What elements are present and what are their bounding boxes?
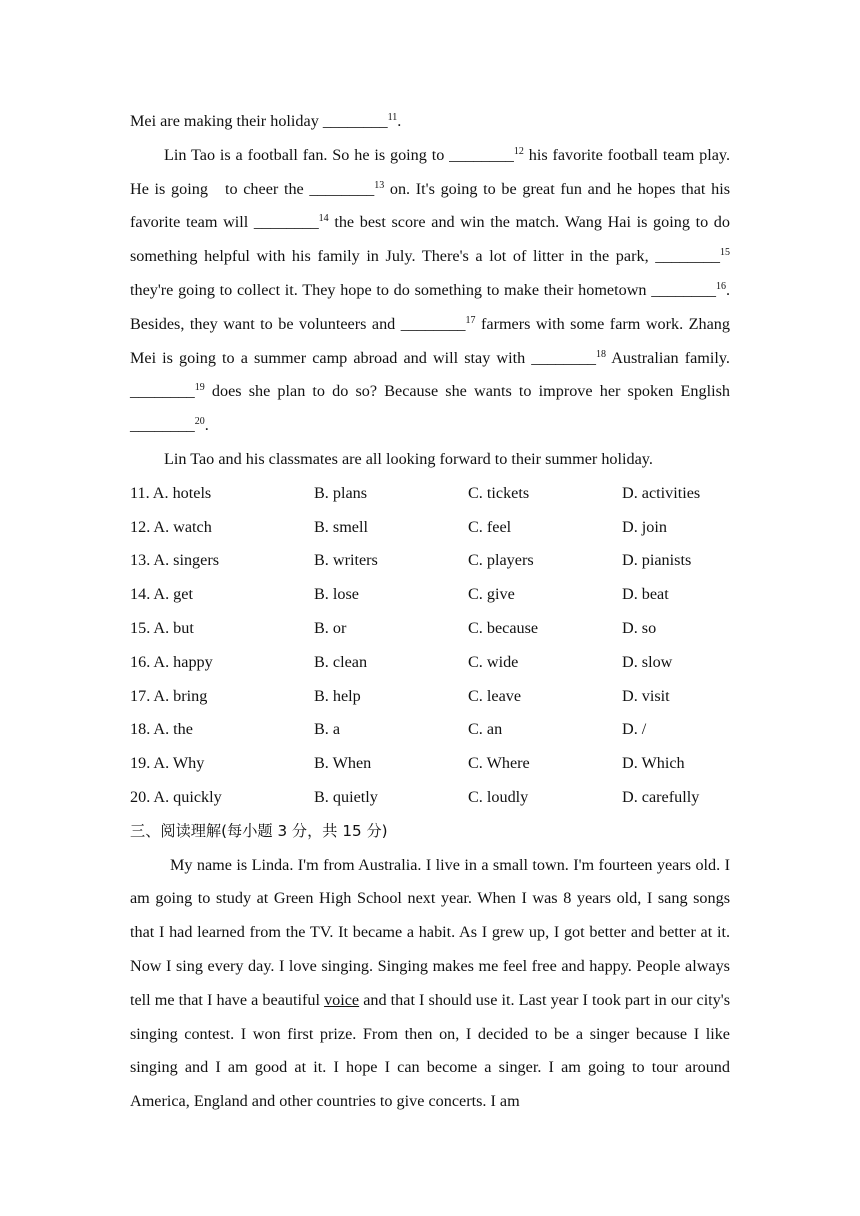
- reading-text: My name is Linda. I'm from Australia. I live in a small town. I'm fourteen years old. I am going to study at Green High School next year. When I was 8 years old, I sang songs that I had learned from the TV. It became a habit. As I grew up, I got better and better at it. Now I sing every day. I love singing. Singing makes me feel free and happy. People always tell me that I have a beautiful: [130, 855, 730, 1009]
- blank-number: 19: [194, 382, 205, 394]
- option-a: 16. A. happy: [130, 652, 213, 671]
- option-c: C. players: [468, 551, 534, 570]
- blank-number: 20: [194, 416, 205, 428]
- passage-text: .: [204, 416, 209, 435]
- option-a: 19. A. Why: [130, 754, 205, 773]
- blank-number: 18: [596, 348, 607, 360]
- blank-number: 12: [513, 145, 524, 157]
- option-a: 15. A. but: [130, 618, 194, 637]
- option-d: D. pianists: [622, 551, 692, 570]
- option-d: D. Which: [622, 754, 685, 773]
- option-a: 12. A. watch: [130, 517, 212, 536]
- passage-text: . Besides, they want to be volunteers and ________: [130, 280, 730, 333]
- blank-number: 11: [387, 112, 398, 123]
- blank-number: 13: [374, 179, 385, 191]
- option-b: B. plans: [314, 483, 368, 502]
- option-a: 13. A. singers: [130, 551, 220, 570]
- passage-text: Lin Tao is a football fan. So he is going to ________: [164, 145, 514, 164]
- passage-text: Australian family. ________: [130, 348, 730, 401]
- option-b: B. lose: [314, 585, 359, 604]
- passage-text: his favorite football team play. He is going to cheer the ________: [130, 145, 731, 198]
- option-row: [130, 477, 730, 511]
- option-c: C. leave: [468, 686, 522, 705]
- option-c: C. tickets: [468, 483, 530, 502]
- option-a: 14. A. get: [130, 585, 193, 604]
- option-b: B. or: [314, 618, 347, 637]
- option-row: [130, 680, 730, 714]
- option-d: D. activities: [622, 483, 701, 502]
- passage-line-continuation: [130, 105, 730, 139]
- option-d: D. /: [622, 720, 647, 739]
- option-c: C. an: [468, 720, 503, 739]
- option-b: B. writers: [314, 551, 378, 570]
- passage-text: farmers with some farm work. Zhang Mei is going to a summer camp abroad and will stay with ________: [130, 314, 730, 367]
- option-row: [130, 612, 730, 646]
- passage-paragraph-3: Lin Tao and his classmates are all looking forward to their summer holiday.: [164, 449, 653, 468]
- option-row: [130, 578, 730, 612]
- blank-number: 15: [720, 247, 730, 259]
- option-d: D. carefully: [622, 787, 700, 806]
- option-d: D. slow: [622, 652, 673, 671]
- option-c: C. feel: [468, 517, 512, 536]
- blank-number: 16: [715, 280, 726, 292]
- options-table: [130, 477, 730, 815]
- option-row: [130, 781, 730, 815]
- option-c: C. loudly: [468, 787, 529, 806]
- passage-text: does she plan to do so? Because she wants to improve her spoken English ________: [130, 382, 730, 435]
- option-b: B. clean: [314, 652, 368, 671]
- passage-text: the best score and win the match. Wang Hai is going to do something helpful with his family in July. There's a lot of litter in the park, ________: [130, 213, 730, 266]
- option-b: B. smell: [314, 517, 368, 536]
- passage-text: on. It's going to be great fun and he hopes that his favorite team will ________: [130, 179, 730, 232]
- option-row: [130, 747, 730, 781]
- document-page: [130, 105, 730, 1119]
- section-heading: 三、阅读理解(每小题 3 分，共 15 分): [130, 821, 388, 840]
- passage-text: they're going to collect it. They hope to do something to make their hometown ________: [130, 280, 716, 299]
- option-row: [130, 544, 730, 578]
- option-a: 17. A. bring: [130, 686, 208, 705]
- reading-paragraph: [130, 849, 730, 1119]
- option-row: [130, 511, 730, 545]
- reading-text: and that I should use it. Last year I took part in our city's singing contest. I won first prize. From then on, I decided to be a singer because I like singing and I am good at it. I hope I can become a singer. I am going to tour around America, England and other countries to give concerts. I am: [130, 990, 730, 1111]
- option-c: C. because: [468, 618, 539, 637]
- option-row: [130, 646, 730, 680]
- option-c: C. wide: [468, 652, 519, 671]
- option-a: 20. A. quickly: [130, 787, 222, 806]
- option-b: B. quietly: [314, 787, 378, 806]
- option-a: 18. A. the: [130, 720, 193, 739]
- passage-paragraph-2: [130, 139, 730, 443]
- option-row: [130, 713, 730, 747]
- option-d: D. so: [622, 618, 657, 637]
- option-d: D. beat: [622, 585, 669, 604]
- option-b: B. a: [314, 720, 341, 739]
- option-b: B. help: [314, 686, 361, 705]
- option-c: C. Where: [468, 754, 530, 773]
- option-c: C. give: [468, 585, 515, 604]
- option-d: D. visit: [622, 686, 670, 705]
- option-b: B. When: [314, 754, 372, 773]
- passage-text: .: [397, 112, 402, 130]
- option-a: 11. A. hotels: [130, 483, 212, 502]
- blank-number: 14: [318, 213, 329, 225]
- passage-text: Mei are making their holiday ________: [130, 112, 388, 130]
- underlined-word: voice: [324, 990, 360, 1009]
- option-d: D. join: [622, 517, 667, 536]
- blank-number: 17: [465, 314, 476, 326]
